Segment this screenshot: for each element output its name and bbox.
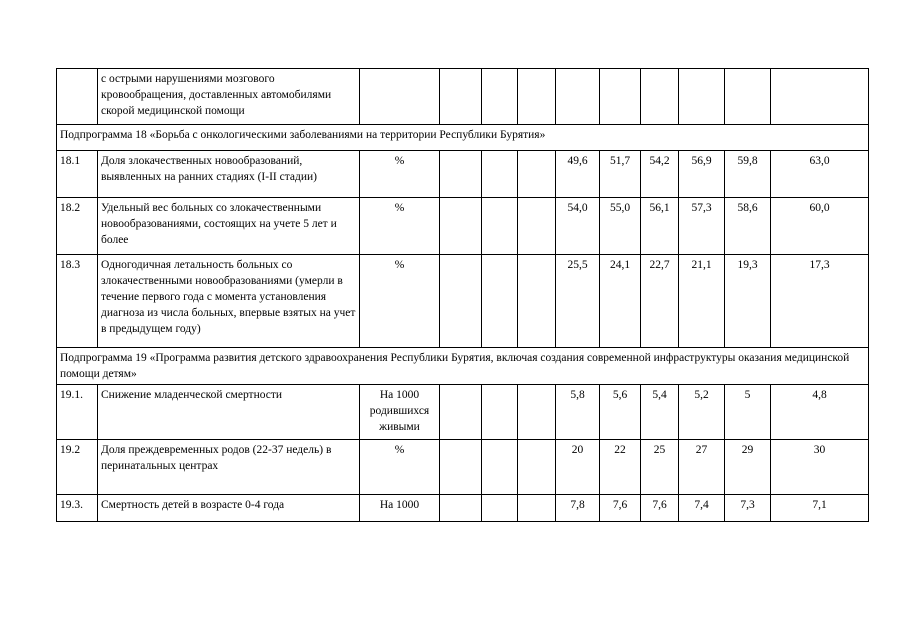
row-number <box>57 69 98 125</box>
indicator-name: Доля злокачественных новообразований, выявленных на ранних стадиях (I-II стадии) <box>98 151 360 198</box>
value-cell: 59,8 <box>725 151 771 198</box>
value-cell: 5,2 <box>679 385 725 440</box>
value-cell <box>482 440 518 495</box>
indicator-name: Удельный вес больных со злокачественными новообразованиями, состоящих на учете 5 лет и более <box>98 198 360 255</box>
table-row <box>57 198 869 255</box>
indicator-name: Одногодичная летальность больных со злокачественными новообразованиями (умерли в течение первого года с момента установления диагноза из числа больных, впервые взятых на учет в предыдущем году) <box>98 255 360 348</box>
value-cell: 22 <box>600 440 641 495</box>
subprogram-row <box>57 125 869 151</box>
unit-cell: На 1000 родившихся живыми <box>360 385 440 440</box>
value-cell <box>679 69 725 125</box>
value-cell: 22,7 <box>641 255 679 348</box>
value-cell: 25,5 <box>556 255 600 348</box>
table-row <box>57 495 869 522</box>
unit-cell <box>360 69 440 125</box>
value-cell: 58,6 <box>725 198 771 255</box>
subprogram-row <box>57 348 869 385</box>
value-cell: 60,0 <box>771 198 869 255</box>
value-cell <box>482 69 518 125</box>
value-cell: 7,1 <box>771 495 869 522</box>
value-cell: 56,1 <box>641 198 679 255</box>
row-number: 19.2 <box>57 440 98 495</box>
value-cell <box>440 495 482 522</box>
value-cell: 51,7 <box>600 151 641 198</box>
value-cell: 17,3 <box>771 255 869 348</box>
value-cell <box>518 385 556 440</box>
unit-cell: На 1000 <box>360 495 440 522</box>
value-cell: 7,6 <box>600 495 641 522</box>
table-row <box>57 151 869 198</box>
unit-cell: % <box>360 198 440 255</box>
value-cell <box>771 69 869 125</box>
value-cell: 7,4 <box>679 495 725 522</box>
subprogram-title: Подпрограмма 18 «Борьба с онкологическими заболеваниями на территории Республики Бурятия» <box>57 125 869 151</box>
indicator-name: Снижение младенческой смертности <box>98 385 360 440</box>
value-cell <box>518 69 556 125</box>
value-cell: 30 <box>771 440 869 495</box>
value-cell: 7,3 <box>725 495 771 522</box>
value-cell: 27 <box>679 440 725 495</box>
value-cell <box>518 198 556 255</box>
value-cell <box>482 385 518 440</box>
value-cell <box>518 495 556 522</box>
unit-cell: % <box>360 440 440 495</box>
value-cell <box>440 151 482 198</box>
value-cell <box>641 69 679 125</box>
table-row <box>57 440 869 495</box>
value-cell: 54,0 <box>556 198 600 255</box>
indicators-table <box>56 68 869 522</box>
value-cell <box>440 385 482 440</box>
subprogram-title: Подпрограмма 19 «Программа развития детского здравоохранения Республики Бурятия, включая создания современной инфраструктуры оказания медицинской помощи детям» <box>57 348 869 385</box>
row-number: 18.3 <box>57 255 98 348</box>
value-cell: 29 <box>725 440 771 495</box>
row-number: 19.1. <box>57 385 98 440</box>
value-cell: 24,1 <box>600 255 641 348</box>
indicator-name: с острыми нарушениями мозгового кровообращения, доставленных автомобилями скорой медицинской помощи <box>98 69 360 125</box>
value-cell: 5,8 <box>556 385 600 440</box>
value-cell: 5,6 <box>600 385 641 440</box>
value-cell <box>556 69 600 125</box>
value-cell: 54,2 <box>641 151 679 198</box>
value-cell <box>482 495 518 522</box>
row-number: 18.2 <box>57 198 98 255</box>
value-cell <box>482 255 518 348</box>
value-cell <box>600 69 641 125</box>
value-cell <box>482 198 518 255</box>
value-cell <box>440 198 482 255</box>
table-row <box>57 385 869 440</box>
value-cell <box>440 440 482 495</box>
value-cell: 7,6 <box>641 495 679 522</box>
value-cell: 7,8 <box>556 495 600 522</box>
value-cell: 21,1 <box>679 255 725 348</box>
value-cell <box>518 151 556 198</box>
indicator-name: Доля преждевременных родов (22-37 недель) в перинатальных центрах <box>98 440 360 495</box>
value-cell: 55,0 <box>600 198 641 255</box>
value-cell: 49,6 <box>556 151 600 198</box>
unit-cell: % <box>360 151 440 198</box>
value-cell: 19,3 <box>725 255 771 348</box>
row-number: 19.3. <box>57 495 98 522</box>
value-cell: 57,3 <box>679 198 725 255</box>
value-cell <box>725 69 771 125</box>
value-cell <box>440 255 482 348</box>
table-row <box>57 69 869 125</box>
value-cell <box>518 440 556 495</box>
value-cell <box>440 69 482 125</box>
value-cell: 20 <box>556 440 600 495</box>
value-cell <box>518 255 556 348</box>
value-cell: 5 <box>725 385 771 440</box>
row-number: 18.1 <box>57 151 98 198</box>
value-cell: 5,4 <box>641 385 679 440</box>
table-row <box>57 255 869 348</box>
value-cell: 56,9 <box>679 151 725 198</box>
value-cell: 25 <box>641 440 679 495</box>
value-cell <box>482 151 518 198</box>
value-cell: 4,8 <box>771 385 869 440</box>
indicator-name: Смертность детей в возрасте 0-4 года <box>98 495 360 522</box>
unit-cell: % <box>360 255 440 348</box>
value-cell: 63,0 <box>771 151 869 198</box>
